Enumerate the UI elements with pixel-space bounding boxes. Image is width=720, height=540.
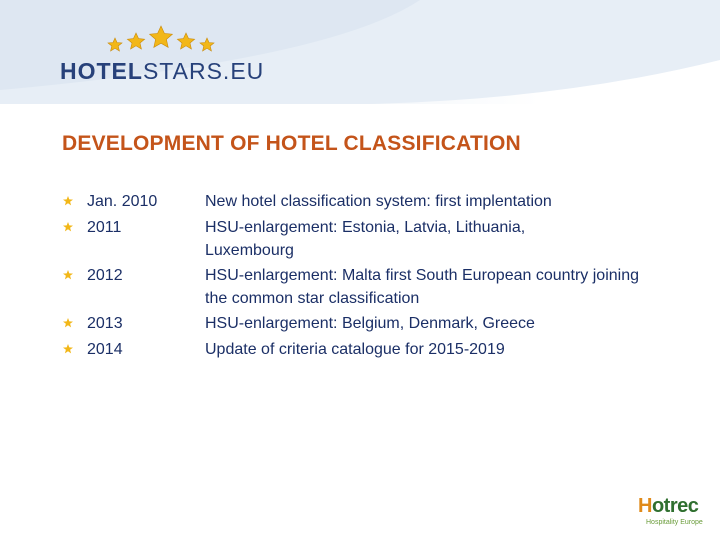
- timeline-description: HSU-enlargement: Estonia, Latvia, Lithuania, Luxembourg: [205, 219, 526, 259]
- star-bullet-icon: [62, 264, 74, 287]
- timeline-date: Jan. 2010: [87, 193, 158, 210]
- star-bullet-icon: [62, 216, 74, 239]
- logo-bold-text: HOTEL: [60, 58, 143, 84]
- timeline-date: 2013: [87, 315, 123, 332]
- five-stars-icon: [106, 24, 216, 52]
- slide-title: DEVELOPMENT OF HOTEL CLASSIFICATION: [62, 132, 521, 155]
- timeline-date: 2011: [87, 219, 122, 236]
- timeline-description: Update of criteria catalogue for 2015-2019: [205, 341, 505, 358]
- timeline-date: 2014: [87, 341, 123, 358]
- hotrec-name-rest: otrec: [651, 495, 699, 517]
- star-bullet-icon: [62, 338, 74, 361]
- hotrec-logo: [632, 495, 710, 535]
- timeline-description: HSU-enlargement: Belgium, Denmark, Greece: [205, 315, 535, 332]
- banner-wave-decoration: [0, 0, 720, 104]
- star-bullet-icon: [62, 312, 74, 335]
- hotrec-tagline: Hospitality Europe: [646, 519, 703, 526]
- logo-light-text: STARS.EU: [142, 58, 265, 84]
- hotrec-wordmark: [638, 495, 698, 518]
- star-bullet-icon: [62, 190, 74, 213]
- header-banner: [0, 0, 720, 104]
- hotrec-initial: H: [638, 495, 652, 517]
- timeline-description: HSU-enlargement: Malta first South European country joining the common star classification: [205, 267, 639, 307]
- timeline-date: 2012: [87, 267, 123, 284]
- hotelstars-logo: [60, 58, 264, 85]
- timeline-description: New hotel classification system: first implentation: [205, 193, 552, 210]
